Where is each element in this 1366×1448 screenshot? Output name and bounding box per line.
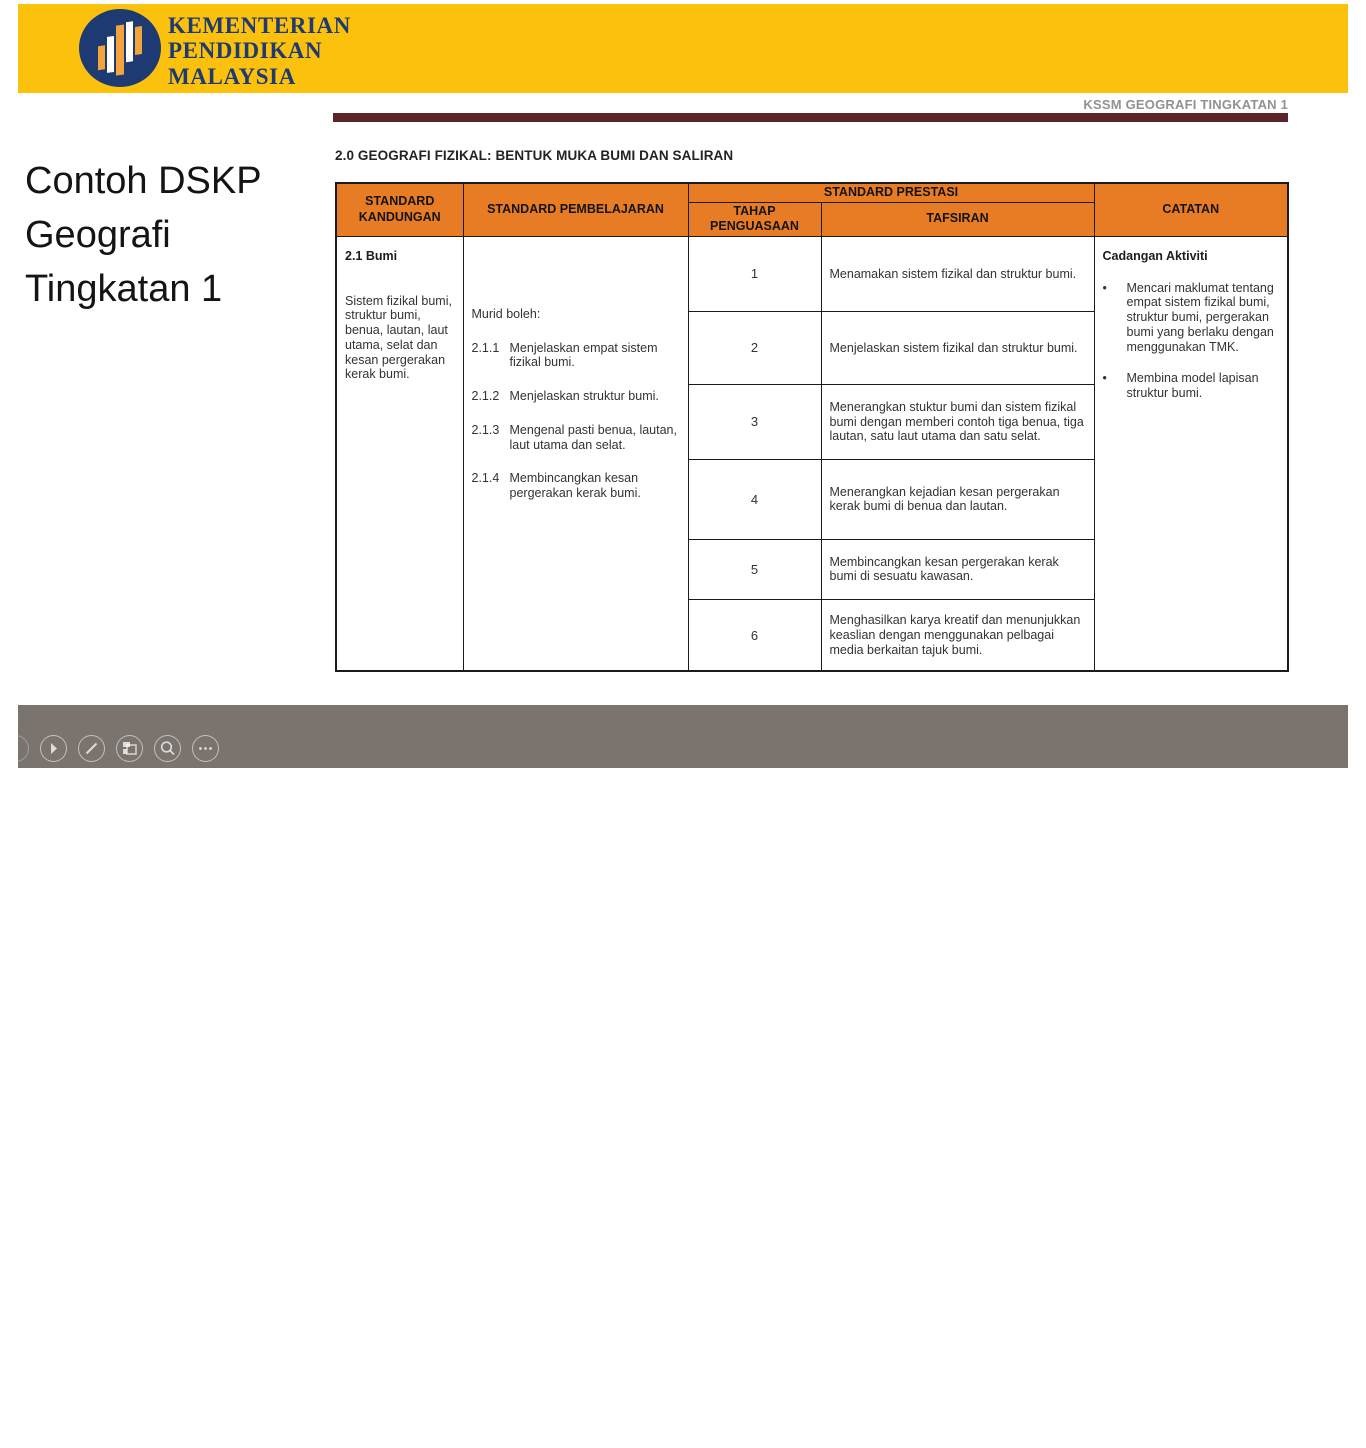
learning-standard-item [472, 341, 680, 371]
slide-title-line: Geografi [25, 213, 171, 256]
learning-item-number: 2.1.1 [471, 340, 500, 355]
ministry-name-line: KEMENTERIAN [168, 13, 351, 38]
performance-level: 6 [688, 599, 821, 671]
performance-interpretation: Membincangkan kesan pergerakan kerak bumi di sesuatu kawasan. [821, 539, 1094, 599]
slide-title-line: Tingkatan 1 [25, 267, 223, 310]
content-standard-code: 2.1 Bumi [345, 248, 398, 263]
performance-interpretation: Menghasilkan karya kreatif dan menunjukkan keaslian dengan menggunakan pelbagai media berkaitan tajuk bumi. [821, 599, 1094, 671]
performance-level: 4 [688, 459, 821, 539]
more-options-icon [192, 735, 219, 762]
learning-standard-intro: Murid boleh: [471, 306, 541, 321]
learning-item-text: Menjelaskan struktur bumi. [509, 389, 659, 404]
pen-button[interactable] [78, 735, 105, 762]
col-header-tafsiran: TAFSIRAN [821, 202, 1094, 236]
learning-standard-item [472, 423, 680, 453]
more-options-button[interactable] [192, 735, 219, 762]
performance-level: 1 [688, 236, 821, 311]
learning-standard-item [472, 389, 680, 404]
col-header-catatan: CATATAN [1094, 183, 1288, 236]
dskp-table [335, 182, 1289, 672]
notes-bullet-text: • Membina model lapisan struktur bumi. [1126, 371, 1259, 401]
col-header-standard-prestasi: STANDARD PRESTASI [688, 183, 1094, 202]
notes-bullet [1103, 281, 1280, 355]
see-all-slides-button[interactable] [116, 735, 143, 762]
performance-interpretation: Menerangkan stuktur bumi dan sistem fizikal bumi dengan memberi contoh tiga benua, tiga lautan, satu laut utama dan satu selat. [821, 384, 1094, 459]
ministry-logo-icon [78, 7, 162, 89]
zoom-button[interactable] [154, 735, 181, 762]
col-header-tahap-penguasaan: TAHAP PENGUASAAN [688, 202, 821, 236]
notes-title: Cadangan Aktiviti [1102, 248, 1208, 263]
ministry-name [168, 13, 351, 89]
slide-title-line: Contoh DSKP [25, 160, 262, 202]
learning-item-number: 2.1.4 [471, 471, 500, 486]
zoom-icon [154, 735, 181, 762]
ministry-name-line: MALAYSIA [168, 63, 296, 89]
document-label: KSSM GEOGRAFI TINGKATAN 1 [1083, 97, 1288, 112]
footer-tagline: Peneraju Pendidikan Negara [883, 1417, 1302, 1448]
previous-slide-button[interactable] [2, 735, 29, 762]
learning-item-text: Membincangkan kesan pergerakan kerak bumi. [509, 471, 641, 501]
see-all-slides-icon [116, 735, 143, 762]
col-header-standard-kandungan: STANDARD KANDUNGAN [336, 183, 463, 236]
learning-standard-cell [463, 236, 688, 671]
content-standard-cell [336, 236, 463, 671]
performance-level: 5 [688, 539, 821, 599]
next-slide-button[interactable] [40, 735, 67, 762]
slideshow-controls [2, 735, 219, 762]
ministry-banner [18, 4, 1348, 93]
performance-interpretation: Menerangkan kejadian kesan pergerakan kerak bumi di benua dan lautan. [821, 459, 1094, 539]
learning-standard-item [472, 471, 680, 501]
performance-level: 3 [688, 384, 821, 459]
performance-level: 2 [688, 311, 821, 384]
learning-item-text: Menjelaskan empat sistem fizikal bumi. [509, 340, 658, 370]
notes-bullet-text: • Mencari maklumat tentang empat sistem fizikal bumi, struktur bumi, pergerakan bumi yang berlaku dengan menggunakan TMK. [1126, 280, 1274, 354]
section-title: 2.0 GEOGRAFI FIZIKAL: BENTUK MUKA BUMI DAN SALIRAN [335, 148, 734, 163]
col-header-standard-pembelajaran: STANDARD PEMBELAJARAN [463, 183, 688, 236]
learning-item-number: 2.1.3 [471, 422, 500, 437]
previous-slide-icon [2, 735, 29, 762]
pen-icon [78, 735, 105, 762]
dskp-table-container [335, 182, 1289, 672]
notes-bullet [1103, 371, 1280, 401]
ministry-logo [78, 7, 162, 89]
slide-title [25, 155, 262, 317]
next-slide-icon [40, 735, 67, 762]
learning-item-text: Mengenal pasti benua, lautan, laut utama dan selat. [509, 422, 677, 452]
content-standard-description: Sistem fizikal bumi, struktur bumi, benua, lautan, laut utama, selat dan kesan pergerakan kerak bumi. [345, 293, 452, 382]
performance-interpretation: Menamakan sistem fizikal dan struktur bumi. [821, 236, 1094, 311]
maroon-divider [333, 113, 1288, 122]
ministry-name-line: PENDIDIKAN [168, 38, 323, 64]
learning-item-number: 2.1.2 [471, 389, 500, 404]
notes-cell [1094, 236, 1288, 671]
performance-interpretation: Menjelaskan sistem fizikal dan struktur bumi. [821, 311, 1094, 384]
